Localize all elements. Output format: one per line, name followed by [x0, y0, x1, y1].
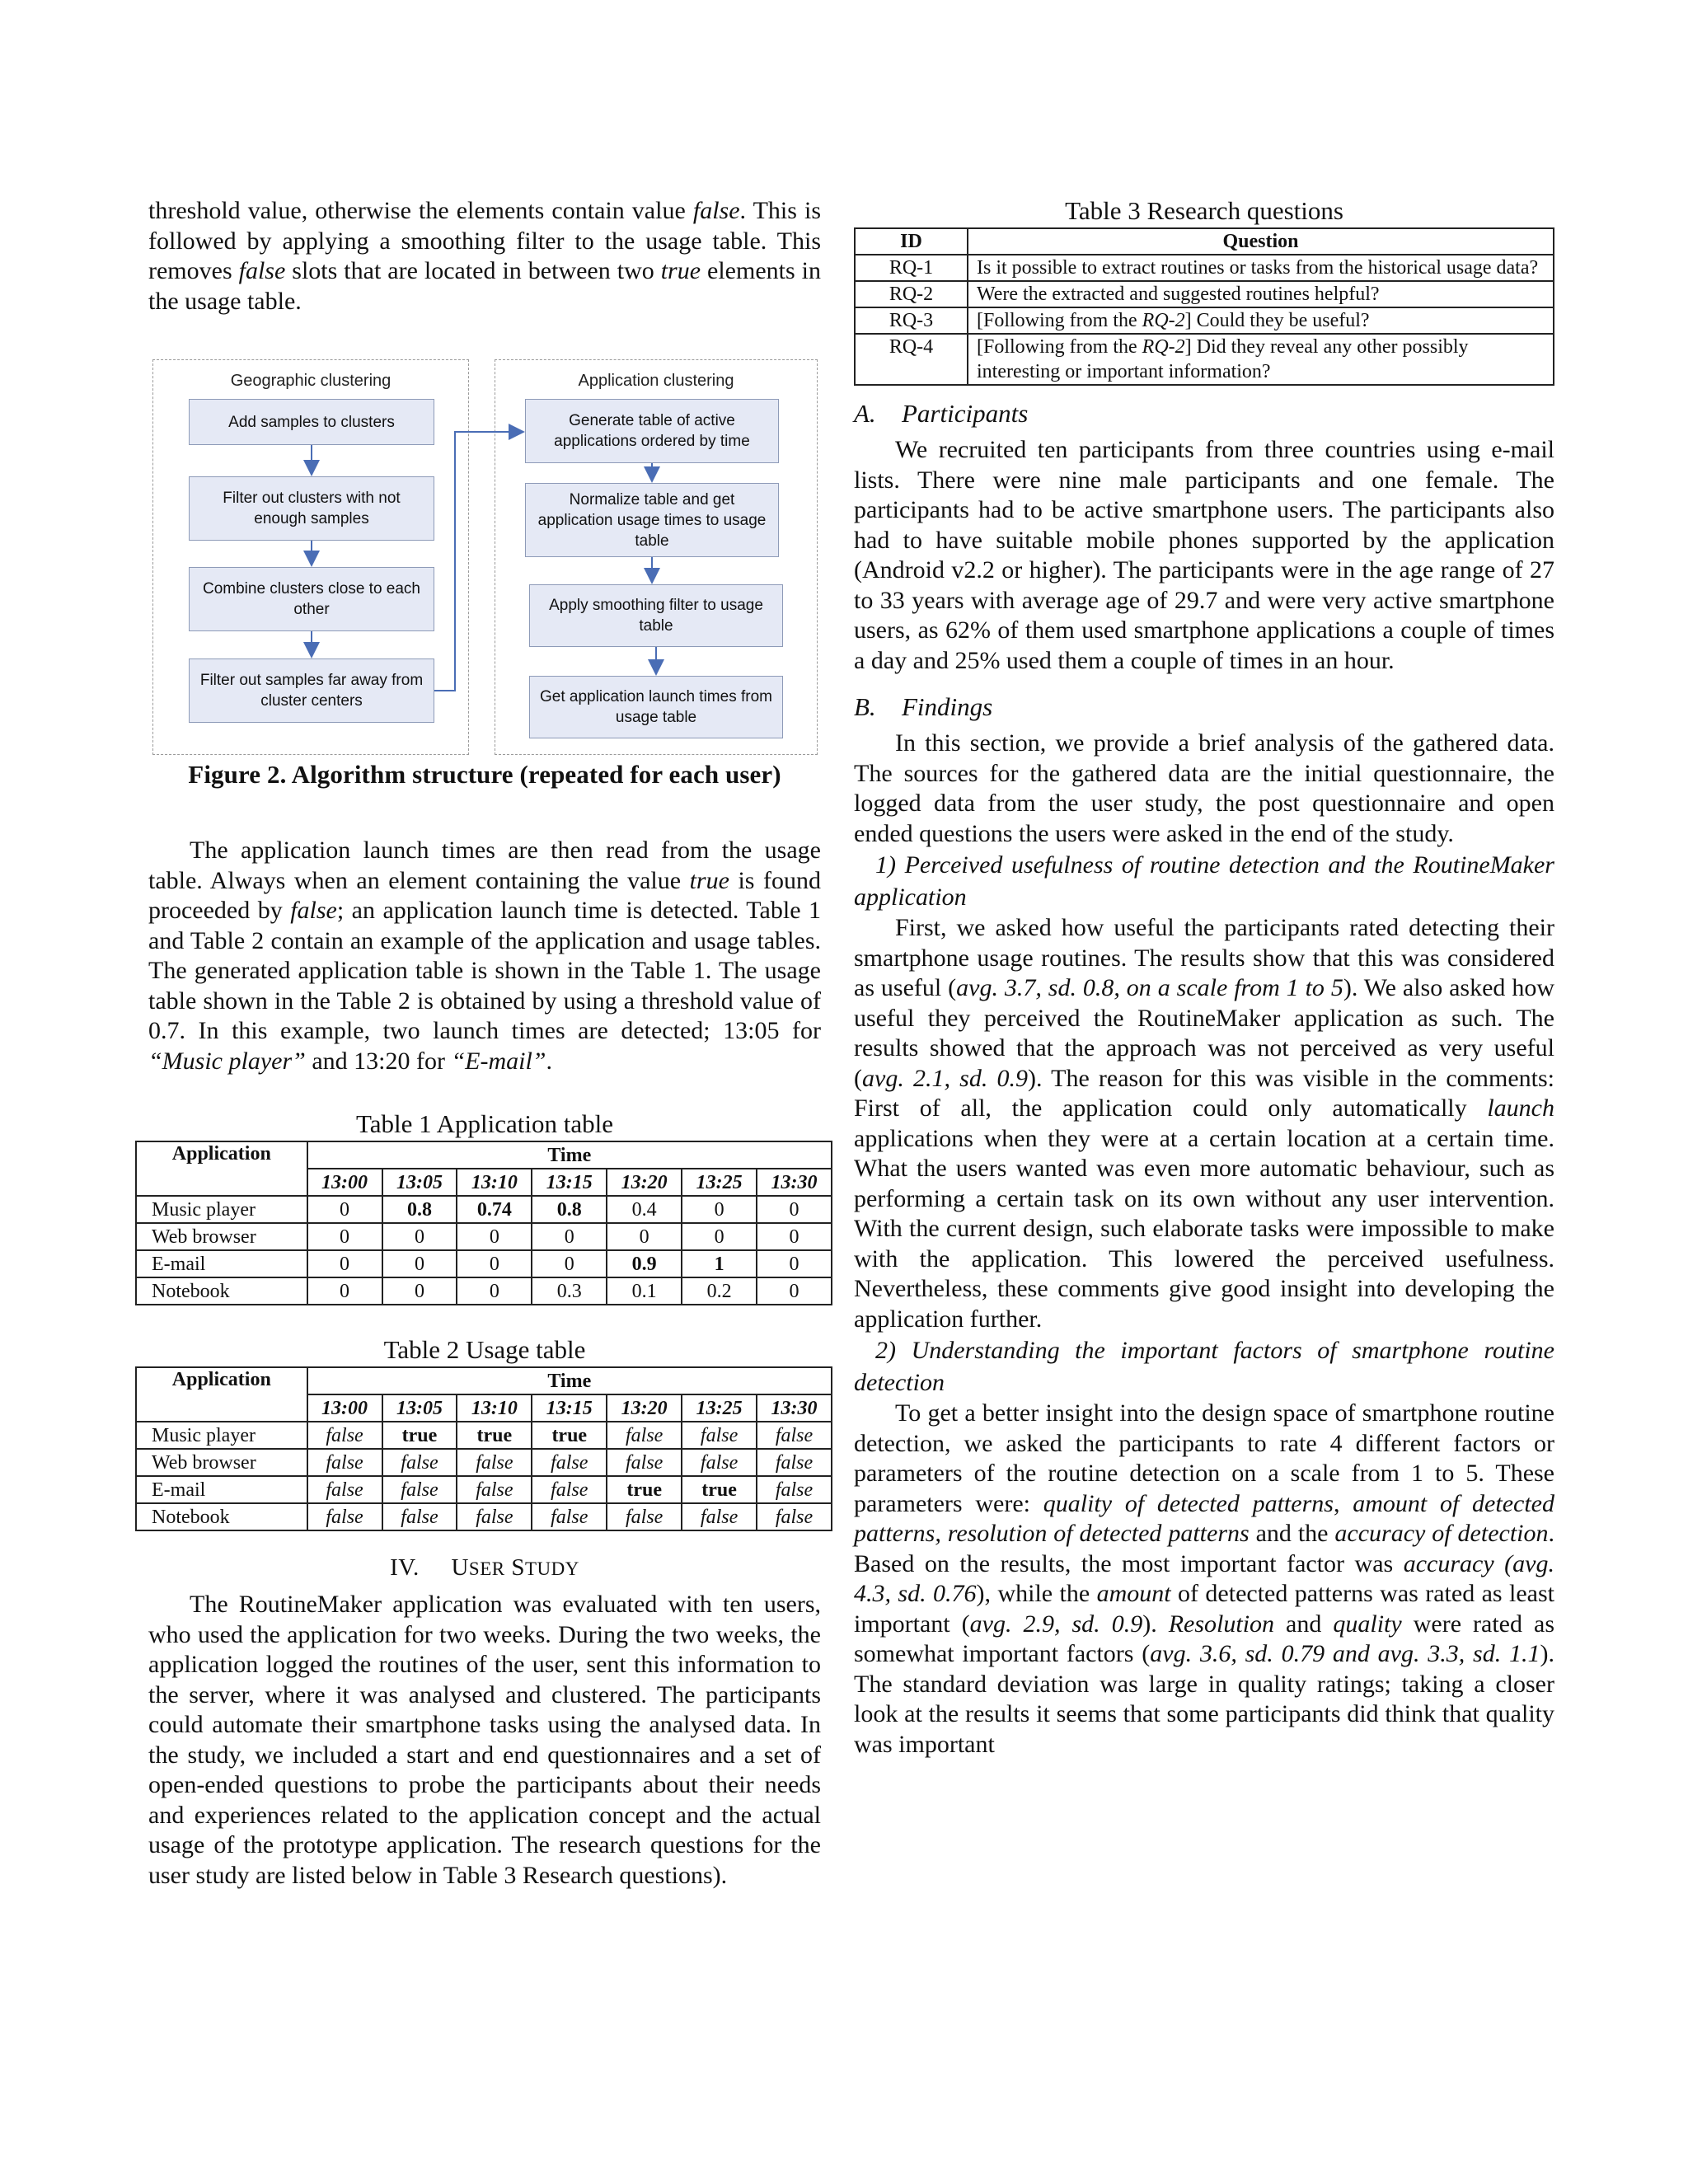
table2-cell: false — [457, 1503, 532, 1530]
table2-grid — [135, 1366, 832, 1531]
launch-paragraph-run: “E-mail” — [451, 1047, 546, 1075]
subsection-2-paragraph-run: . Based on the results, the most important factor was — [854, 1520, 1554, 1577]
subsection-1-paragraph-run: ). We also asked how useful they perceived the RoutineMaker application as such. The results showed that the approach was not perceived as very useful ( — [854, 974, 1555, 1092]
table2-cell: false — [307, 1503, 382, 1530]
table-row — [136, 1422, 832, 1449]
table3-question — [968, 281, 1554, 307]
subsection-2-paragraph-run: and — [1274, 1610, 1334, 1638]
subsection-2-paragraph-run: accuracy (avg. 4.3, sd. 0.76 — [854, 1549, 1554, 1607]
launch-paragraph-run: false — [290, 897, 337, 924]
subsection-2-paragraph — [854, 1399, 1554, 1760]
table1-app-name: Notebook — [136, 1277, 307, 1305]
study-paragraph: The RoutineMaker application was evaluated with ten users, who used the application for two weeks. During the two weeks, the application logged the routines of the user, sent this information to the server, where it was analysed and clustered. The participants could automate their smartphone tasks using the analysed data. In the study, we included a start and end questionnaires and a set of open-ended questions to probe the participants about their needs and experiences related to the application concept and the actual usage of the prototype application. The research questions for the user study are listed below in Table 3 Research questions). — [148, 1591, 821, 1889]
table2-cell: false — [607, 1422, 682, 1449]
table1 — [148, 1109, 821, 1305]
app-step-4: Get application launch times from usage table — [529, 676, 783, 738]
table3-question-run: RQ-2 — [1142, 336, 1185, 358]
launch-paragraph-run: and 13:20 for — [305, 1047, 452, 1075]
table2-cell: false — [532, 1476, 607, 1503]
subsection-2-paragraph-run: ), while the — [976, 1580, 1097, 1607]
subsection-2-paragraph-run: avg. 2.9, sd. 0.9 — [969, 1610, 1143, 1638]
table2-cell: false — [607, 1503, 682, 1530]
subsection-2-paragraph-run: avg. 3.6, sd. 0.79 and avg. 3.3, sd. 1.1 — [1150, 1640, 1540, 1667]
table1-app-name: Music player — [136, 1196, 307, 1223]
subsection-2-paragraph-run: amount — [1096, 1580, 1171, 1607]
table1-cell: 0 — [682, 1196, 757, 1223]
subsection-1-paragraph-run: ). The reason for this was visible in the comments: First of all, the application could only automatically — [854, 1064, 1554, 1122]
table1-cell: 0.2 — [682, 1277, 757, 1305]
intro-paragraph-run: . This is followed by applying a smoothing filter to the usage table. This removes — [148, 197, 821, 284]
table2-cell: false — [757, 1503, 832, 1530]
table1-cell: 0 — [307, 1223, 382, 1250]
subsection-2-paragraph-run: quality of detected patterns — [1043, 1489, 1334, 1517]
intro-paragraph-run: slots that are located in between two — [285, 257, 661, 284]
table1-cell: 0 — [382, 1223, 457, 1250]
table1-cell: 0 — [532, 1223, 607, 1250]
table3-question-run: [Following from the — [977, 310, 1142, 331]
table2-app-name: Notebook — [136, 1503, 307, 1530]
table1-cell: 1 — [682, 1250, 757, 1277]
subsection-2-title: 2) Understanding the important factors of smartphone routine detection — [854, 1337, 1554, 1396]
table2-cell: true — [682, 1476, 757, 1503]
subsection-1-paragraph-run: First, we asked how useful the participants rated detecting their smartphone usage routines. The results show that this was considered as useful ( — [854, 914, 1554, 1001]
algorithm-figure — [148, 359, 821, 755]
table1-cell: 0 — [757, 1196, 832, 1223]
table2-app-name: Web browser — [136, 1449, 307, 1476]
table1-cell: 0 — [757, 1277, 832, 1305]
table3-question-run: ] Did they reveal any other possibly interesting or important information? — [977, 336, 1469, 382]
table-row — [136, 1277, 832, 1305]
table1-cell: 0 — [457, 1277, 532, 1305]
left-column — [148, 196, 821, 1891]
table1-cell: 0 — [307, 1196, 382, 1223]
table-row — [136, 1196, 832, 1223]
findings-paragraph: In this section, we provide a brief analysis of the gathered data. The sources for the gathered data are the initial questionnaire, the logged data from the user study, the post questionnaire and open ended questions the users were asked in the end of the study. — [854, 729, 1554, 847]
intro-paragraph-run: threshold value, otherwise the elements contain value — [148, 197, 693, 224]
table2-app-name: Music player — [136, 1422, 307, 1449]
section-number: IV. — [390, 1554, 420, 1581]
table3-id: RQ-4 — [855, 334, 968, 385]
table-row — [855, 334, 1554, 385]
right-column — [854, 196, 1554, 1760]
table2-cell: false — [382, 1449, 457, 1476]
section-title: USER STUDY — [451, 1554, 579, 1581]
table2-cell: false — [757, 1449, 832, 1476]
table2-time-label: 13:30 — [757, 1394, 832, 1422]
table3-caption: Table 3 Research questions — [1065, 196, 1343, 225]
table2-header-time: Time — [307, 1367, 832, 1394]
table1-cell: 0.8 — [382, 1196, 457, 1223]
table2-cell: false — [532, 1449, 607, 1476]
table3-question-run: Were the extracted and suggested routines helpful? — [977, 284, 1380, 305]
participants-paragraph: We recruited ten participants from three countries using e-mail lists. There were nine male participants and one female. The participants had to be active smartphone users. The participants also had to have suitable mobile phones supported by the application (Android v2.2 or higher). The participants were in the age range of 27 to 33 years with average age of 29.7 and were very active smartphone users, as 62% of them used smartphone applications a couple of times a day and 25% used them a couple of times in an hour. — [854, 436, 1554, 674]
geo-step-3: Combine clusters close to each other — [189, 567, 434, 631]
table2-cell: false — [757, 1476, 832, 1503]
subsection-1-paragraph-run: avg. 3.7, sd. 0.8, on a scale from 1 to 5 — [956, 974, 1343, 1001]
app-step-3: Apply smoothing filter to usage table — [529, 584, 783, 647]
table3-header-question: Question — [968, 228, 1554, 255]
table3 — [854, 196, 1554, 386]
table2-cell: false — [682, 1503, 757, 1530]
subsection-2-paragraph-run: Resolution — [1168, 1610, 1275, 1638]
geo-step-1: Add samples to clusters — [189, 399, 434, 445]
subsection-2-paragraph-run: and the — [1249, 1520, 1335, 1547]
table1-cell: 0.1 — [607, 1277, 682, 1305]
table2-cell: false — [307, 1476, 382, 1503]
table1-time-label: 13:15 — [532, 1169, 607, 1196]
launch-paragraph — [148, 836, 821, 1076]
subsection-2-paragraph-run: accuracy of detection — [1334, 1520, 1549, 1547]
findings-heading — [854, 691, 1554, 724]
subsection-2-paragraph-run: ). — [1142, 1610, 1169, 1638]
table2-cell: true — [607, 1476, 682, 1503]
table2-time-label: 13:25 — [682, 1394, 757, 1422]
launch-paragraph-run: true — [689, 866, 729, 894]
participants-heading — [854, 397, 1554, 430]
table1-header-time: Time — [307, 1141, 832, 1169]
table2 — [148, 1335, 821, 1531]
section-heading — [148, 1554, 821, 1582]
table1-time-label: 13:20 — [607, 1169, 682, 1196]
launch-paragraph-run: . — [546, 1047, 552, 1075]
table1-cell: 0.9 — [607, 1250, 682, 1277]
table1-cell: 0.74 — [457, 1196, 532, 1223]
table1-cell: 0 — [307, 1277, 382, 1305]
table2-time-label: 13:10 — [457, 1394, 532, 1422]
geo-panel-title: Geographic clustering — [230, 372, 392, 390]
table2-cell: false — [457, 1449, 532, 1476]
table2-time-label: 13:15 — [532, 1394, 607, 1422]
table1-cell: 0.8 — [532, 1196, 607, 1223]
table2-cell: false — [532, 1503, 607, 1530]
table-row — [855, 255, 1554, 281]
subsection-1-paragraph — [854, 913, 1554, 1334]
table-row — [136, 1476, 832, 1503]
table1-cell: 0 — [682, 1223, 757, 1250]
participants-heading-title: Participants — [902, 399, 1029, 428]
table1-cell: 0 — [457, 1223, 532, 1250]
table2-cell: true — [382, 1422, 457, 1449]
intro-paragraph-run: elements in the usage table. — [148, 257, 821, 315]
table1-cell: 0 — [307, 1250, 382, 1277]
table3-id: RQ-2 — [855, 281, 968, 307]
table2-cell: false — [607, 1449, 682, 1476]
subsection-2-paragraph-run: of detected patterns was rated as least important ( — [854, 1580, 1555, 1638]
table3-header-id: ID — [855, 228, 968, 255]
figure-caption: Figure 2. Algorithm structure (repeated for each user) — [188, 760, 781, 789]
table2-time-label: 13:05 — [382, 1394, 457, 1422]
table2-cell: false — [382, 1476, 457, 1503]
table1-cell: 0 — [457, 1250, 532, 1277]
table1-time-label: 13:05 — [382, 1169, 457, 1196]
table2-time-label: 13:20 — [607, 1394, 682, 1422]
findings-heading-title: Findings — [902, 692, 993, 721]
subsection-1-paragraph-run: launch — [1487, 1094, 1554, 1122]
intro-paragraph-run: false — [238, 257, 286, 284]
launch-paragraph-run: ; an application launch time is detected. Table 1 and Table 2 contain an example of the application and usage tables. The generated application table is shown in the Table 1. The usage table shown in the Table 2 is obtained by using a threshold value of 0.7. In this example, two launch times are detected; 13:05 for — [148, 897, 821, 1044]
table1-caption: Table 1 Application table — [355, 1109, 614, 1138]
subsection-2-paragraph-run: To get a better insight into the design space of smartphone routine detection, we asked the participants to rate 4 different factors or parameters of the routine detection on a scale from 1 to 5. These parameters were: — [854, 1399, 1554, 1517]
launch-paragraph-run: The application launch times are then read from the usage table. Always when an element containing the value — [148, 837, 821, 894]
findings-heading-number: B. — [854, 692, 876, 721]
subsection-2-paragraph-run: ). The standard deviation was large in quality ratings; taking a closer look at the results it seems that some participants did think that quality was important — [854, 1640, 1554, 1758]
table2-cell: false — [307, 1449, 382, 1476]
table3-id: RQ-1 — [855, 255, 968, 281]
table1-cell: 0 — [382, 1277, 457, 1305]
subsection-2-paragraph-run: were rated as somewhat important factors ( — [854, 1610, 1554, 1667]
app-panel-title: Application clustering — [578, 372, 734, 390]
table3-question-run: [Following from the — [977, 336, 1142, 358]
table2-caption: Table 2 Usage table — [383, 1335, 586, 1364]
table-row — [136, 1250, 832, 1277]
subsection-2-paragraph-run: amount of detected patterns, resolution of detected patterns — [854, 1489, 1554, 1547]
table1-cell: 0.3 — [532, 1277, 607, 1305]
table2-cell: false — [682, 1422, 757, 1449]
table2-cell: false — [307, 1422, 382, 1449]
table3-question — [968, 307, 1554, 334]
table3-question — [968, 255, 1554, 281]
table-row — [855, 281, 1554, 307]
table-row — [136, 1449, 832, 1476]
launch-paragraph-run: is found proceeded by — [148, 866, 821, 924]
participants-heading-number: A. — [854, 399, 876, 428]
table2-cell: true — [457, 1422, 532, 1449]
table1-header-application: Application — [136, 1141, 307, 1196]
subsection-2-paragraph-run: quality — [1333, 1610, 1402, 1638]
subsection-1-paragraph-run: avg. 2.1, sd. 0.9 — [862, 1064, 1028, 1092]
table1-cell: 0 — [757, 1223, 832, 1250]
table1-cell: 0.4 — [607, 1196, 682, 1223]
geo-step-2: Filter out clusters with not enough samples — [189, 476, 434, 541]
subsection-1-paragraph-run: applications when they were at a certain location at a certain time. What the users wanted was even more automatic behaviour, such as performing a certain task on its own without any user intervention. With the current design, such elaborate tasks were impossible to make with the application. This lowered the perceived usefulness. Nevertheless, these comments give good insight into developing the application further. — [854, 1124, 1554, 1333]
app-step-2: Normalize table and get application usage times to usage table — [525, 483, 779, 557]
geo-step-4: Filter out samples far away from cluster centers — [189, 658, 434, 723]
table1-cell: 0 — [382, 1250, 457, 1277]
table3-question — [968, 334, 1554, 385]
table3-question-run: RQ-2 — [1142, 310, 1185, 331]
intro-paragraph-run: false — [692, 197, 740, 224]
table1-cell: 0 — [532, 1250, 607, 1277]
table1-app-name: E-mail — [136, 1250, 307, 1277]
table2-cell: false — [457, 1476, 532, 1503]
table2-cell: true — [532, 1422, 607, 1449]
table2-app-name: E-mail — [136, 1476, 307, 1503]
table3-id: RQ-3 — [855, 307, 968, 334]
subsection-2-paragraph-run: , — [1333, 1489, 1353, 1517]
table3-question-run: Is it possible to extract routines or tasks from the historical usage data? — [977, 257, 1539, 279]
table1-cell: 0 — [757, 1250, 832, 1277]
table1-time-label: 13:30 — [757, 1169, 832, 1196]
table-row — [855, 307, 1554, 334]
table2-cell: false — [382, 1503, 457, 1530]
table1-grid — [135, 1141, 832, 1305]
intro-paragraph — [148, 196, 821, 316]
table3-question-run: ] Could they be useful? — [1184, 310, 1370, 331]
table1-time-label: 13:10 — [457, 1169, 532, 1196]
launch-paragraph-run: “Music player” — [148, 1047, 306, 1075]
app-step-1: Generate table of active applications ordered by time — [525, 399, 779, 463]
subsection-1-title: 1) Perceived usefulness of routine detection and the RoutineMaker application — [854, 851, 1554, 911]
table1-app-name: Web browser — [136, 1223, 307, 1250]
table-row — [136, 1503, 832, 1530]
table3-grid — [854, 227, 1554, 386]
table1-cell: 0 — [607, 1223, 682, 1250]
table1-time-label: 13:25 — [682, 1169, 757, 1196]
table1-time-label: 13:00 — [307, 1169, 382, 1196]
table2-header-application: Application — [136, 1367, 307, 1422]
table2-time-label: 13:00 — [307, 1394, 382, 1422]
table-row — [136, 1223, 832, 1250]
table2-cell: false — [757, 1422, 832, 1449]
intro-paragraph-run: true — [660, 257, 701, 284]
table2-cell: false — [682, 1449, 757, 1476]
